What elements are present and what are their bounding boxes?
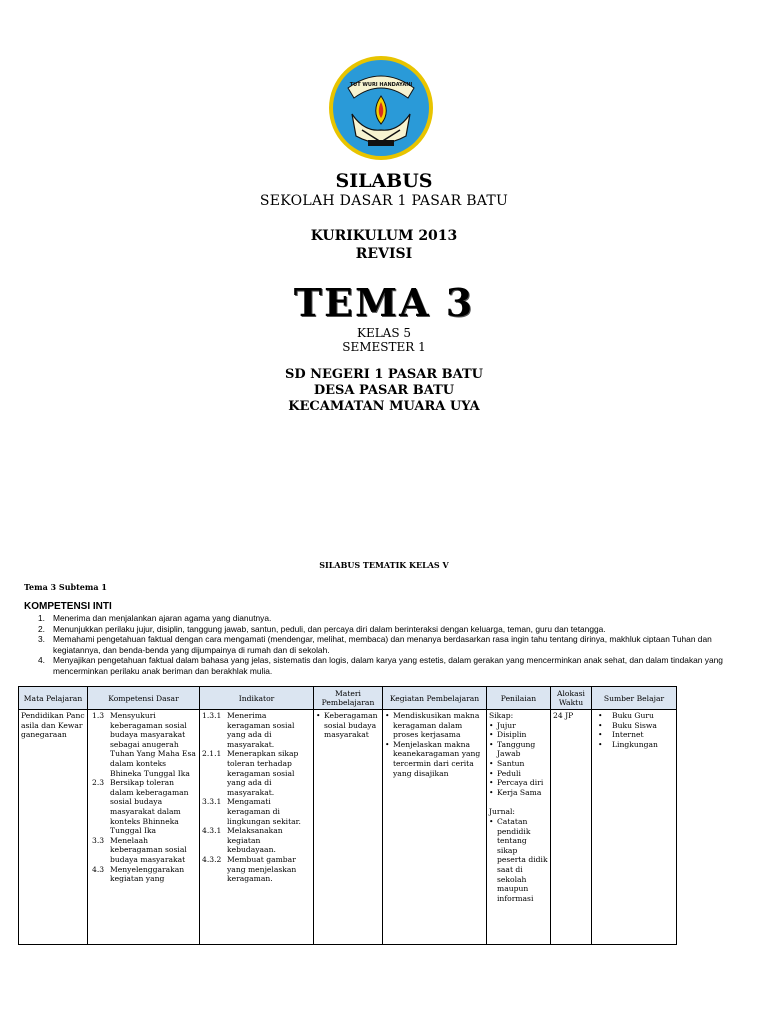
syllabus-table: [18, 686, 677, 945]
ki-number: 1.: [38, 613, 45, 623]
ki-text: Menyajikan pengetahuan faktual dalam bahasa yang jelas, sistematis dan logis, dalam karya yang estetis, dalam gerakan yang mencerminkan anak sehat, dan dalam tindakan yang mencerminkan perilaku anak beriman dan berakhlak mulia.: [53, 655, 723, 676]
header-kegiatan: Kegiatan Pembelajaran: [383, 687, 487, 710]
class-label: KELAS 5: [356, 326, 412, 340]
list-item: [489, 721, 548, 731]
theme-title: TEMA 3: [293, 280, 475, 325]
bullet-icon: •: [489, 758, 494, 768]
header-indikator: Indikator: [200, 687, 314, 710]
subtheme-label: Tema 3 Subtema 1: [24, 582, 107, 592]
list-item: [489, 759, 548, 769]
bullet-icon: •: [316, 711, 321, 720]
ki-text: Menunjukkan perilaku jujur, disiplin, tanggung jawab, santun, peduli, dan percaya diri dalam berinteraksi dengan keluarga, teman, guru dan tetangga.: [53, 623, 606, 634]
list-item: [489, 778, 548, 788]
list-item: [202, 711, 311, 749]
bullet-icon: •: [598, 711, 603, 720]
table-row: [19, 710, 677, 945]
list-item: [594, 711, 674, 721]
bullet-icon: •: [489, 739, 494, 749]
assessment-item: Catatan pendidik tentang sikap peserta didik saat di sekolah maupun informasi: [497, 816, 548, 903]
spacer: [489, 797, 548, 807]
list-item: [90, 865, 197, 884]
ki-number: 4.: [38, 655, 45, 665]
revision-label: REVISI: [355, 246, 413, 262]
assessment-journal-label: Jurnal:: [489, 807, 515, 817]
indicator-code: 1.3.1: [202, 711, 222, 720]
list-item: [24, 613, 750, 624]
list-item: [202, 826, 311, 855]
list-item: [202, 855, 311, 884]
list-item: [90, 778, 197, 836]
list-item: [385, 711, 484, 740]
list-item: [316, 711, 380, 740]
school-subtitle: SEKOLAH DASAR 1 PASAR BATU: [259, 193, 509, 209]
list-item: [202, 797, 311, 826]
assessment-item: Peduli: [497, 768, 521, 778]
list-item: [202, 749, 311, 797]
ki-text: Memahami pengetahuan faktual dengan cara mengamati (mendengar, melihat, membaca) dan menanya berdasarkan rasa ingin tahu tentang dirinya, makhluk ciptaan Tuhan dan kegiatannya, dan benda-benda yang dijumpainya di rumah dan di sekolah.: [53, 634, 712, 655]
indicator-text: Mengamati keragaman di lingkungan sekitar.: [227, 797, 301, 826]
kd-code: 1.3: [92, 711, 105, 720]
core-competence-list: [24, 613, 750, 676]
district-name: KECAMATAN MUARA UYA: [288, 399, 480, 414]
list-item: [489, 817, 548, 903]
indicator-code: 3.3.1: [202, 797, 222, 807]
kd-text: Menelaah keberagaman sosial budaya masyarakat: [110, 835, 187, 864]
indicator-code: 4.3.2: [202, 854, 222, 864]
ki-number: 3.: [38, 634, 45, 644]
kd-code: 2.3: [92, 778, 105, 788]
assessment-item: Tanggung Jawab: [497, 739, 536, 759]
source-item: Internet: [612, 730, 644, 740]
assessment-item: Jujur: [497, 720, 516, 730]
cell-penilaian: [487, 710, 551, 945]
bullet-icon: •: [489, 730, 494, 740]
kd-code: 4.3: [92, 864, 105, 874]
indicator-code: 4.3.1: [202, 826, 222, 836]
school-name: SD NEGERI 1 PASAR BATU: [284, 367, 484, 382]
assessment-item: Santun: [497, 758, 525, 768]
list-item: [594, 721, 674, 731]
source-item: Buku Guru: [612, 711, 654, 720]
bullet-icon: •: [598, 739, 603, 749]
cell-kegiatan: [383, 710, 487, 945]
list-item: [594, 730, 674, 740]
curriculum-label: KURIKULUM 2013: [310, 228, 458, 244]
list-item: [90, 711, 197, 778]
village-name: DESA PASAR BATU: [313, 383, 455, 398]
time-allocation: 24 JP: [553, 711, 574, 720]
bullet-icon: •: [489, 816, 494, 826]
syllabus-section-title: SILABUS TEMATIK KELAS V: [319, 560, 449, 570]
document-title: SILABUS: [335, 170, 433, 192]
assessment-item: Percaya diri: [497, 778, 544, 788]
core-competence-title: KOMPETENSI INTI: [24, 601, 112, 612]
header-mapel: Mata Pelajaran: [19, 687, 88, 710]
cell-materi: [314, 710, 383, 945]
list-item: [489, 730, 548, 740]
indicator-text: Melaksanakan kegiatan kebudayaan.: [227, 826, 283, 855]
assessment-item: Kerja Sama: [497, 787, 542, 797]
indicator-code: 2.1.1: [202, 749, 222, 759]
source-item: Lingkungan: [612, 739, 658, 749]
bullet-icon: •: [489, 787, 494, 797]
bullet-icon: •: [385, 711, 390, 720]
activity-text: Mendiskusikan makna keragaman dalam proses kerjasama: [393, 711, 480, 740]
header-kd: Kompetensi Dasar: [88, 687, 200, 710]
svg-text:TUT WURI HANDAYANI: TUT WURI HANDAYANI: [349, 82, 413, 88]
bullet-icon: •: [489, 778, 494, 788]
subject-name: Pendidikan Pancasila dan Kewarganegaraan: [21, 711, 85, 740]
list-item: [90, 836, 197, 865]
assessment-item: Disiplin: [497, 730, 527, 740]
assessment-attitude-label: Sikap:: [489, 711, 514, 720]
list-item: [594, 740, 674, 750]
bullet-icon: •: [489, 720, 494, 730]
kd-text: Menyelenggarakan kegiatan yang: [110, 864, 185, 884]
cell-alokasi: [551, 710, 592, 945]
header-penilaian: Penilaian: [487, 687, 551, 710]
semester-label: SEMESTER 1: [342, 340, 426, 354]
list-item: [489, 740, 548, 759]
cell-kd: [88, 710, 200, 945]
bullet-icon: •: [385, 739, 390, 749]
material-text: Keberagaman sosial budaya masyarakat: [324, 711, 378, 740]
source-item: Buku Siswa: [612, 720, 657, 730]
list-item: [385, 740, 484, 778]
ki-number: 2.: [38, 623, 45, 634]
list-item: [489, 788, 548, 798]
table-header-row: [19, 687, 677, 710]
header-materi: Materi Pembelajaran: [314, 687, 383, 710]
header-sumber: Sumber Belajar: [592, 687, 677, 710]
ki-text: Menerima dan menjalankan ajaran agama yang dianutnya.: [53, 613, 272, 623]
cell-indikator: [200, 710, 314, 945]
bullet-icon: •: [598, 730, 603, 740]
indicator-text: Menerapkan sikap toleran terhadap keragaman sosial yang ada di masyarakat.: [227, 749, 299, 797]
activity-text: Menjelaskan makna keanekaragaman yang tercermin dari cerita yang disajikan: [393, 739, 481, 778]
cell-sumber: [592, 710, 677, 945]
bullet-icon: •: [598, 720, 603, 730]
bullet-icon: •: [489, 768, 494, 778]
list-item: [24, 624, 750, 635]
indicator-text: Menerima keragaman sosial yang ada di masyarakat.: [227, 711, 295, 749]
list-item: [489, 769, 548, 779]
kd-code: 3.3: [92, 835, 105, 845]
kd-text: Bersikap toleran dalam keberagaman sosial budaya masyarakat dalam konteks Bhinneka Tunggal Ika: [110, 778, 189, 836]
indicator-text: Membuat gambar yang menjelaskan keragaman.: [227, 854, 297, 884]
kd-text: Mensyukuri keberagaman sosial budaya masyarakat sebagai anugerah Tuhan Yang Maha Esa dalam konteks Bhineka Tunggal Ika: [110, 711, 196, 778]
tut-wuri-handayani-logo: [318, 52, 444, 164]
list-item: [24, 655, 750, 676]
list-item: [24, 634, 750, 655]
header-alokasi: Alokasi Waktu: [551, 687, 592, 710]
cell-mapel: [19, 710, 88, 945]
